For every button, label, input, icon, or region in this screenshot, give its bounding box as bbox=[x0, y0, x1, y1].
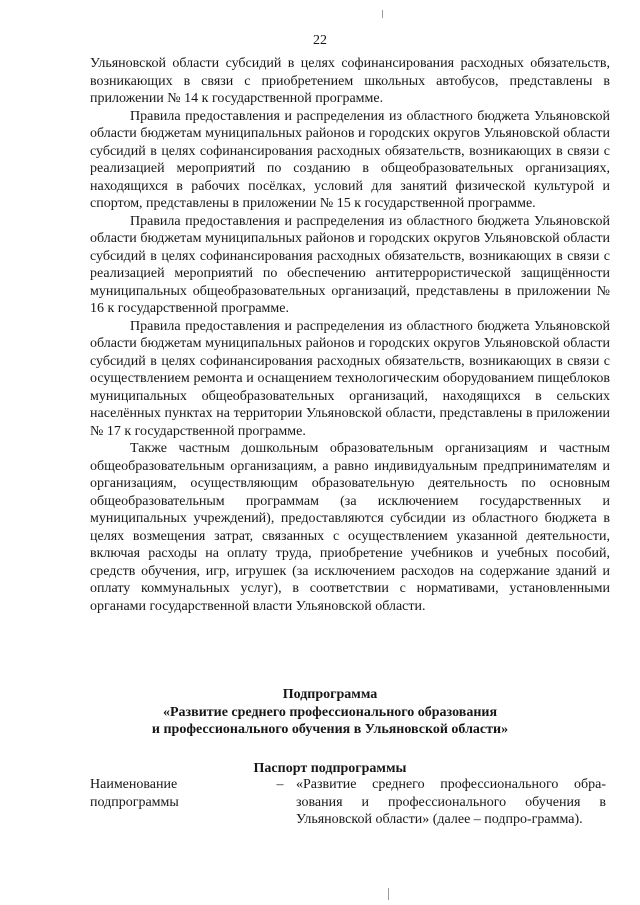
passport-title: Паспорт подпрограммы bbox=[253, 761, 407, 776]
passport-row-dash: – bbox=[276, 777, 284, 792]
paragraph-5: Также частным дошкольным образовательным организациям и частным общеобразовательным организациям, а равно индивидуальным предпринимателям и организациям, осуществляющим образовательную деятельность по основным общеобразовательным программам (за исключением государственных и муниципальных учреждений), предоставляются субсидии из областного бюджета в целях возмещения затрат, связанных с осуществлением указанной деятельности, включая расходы на оплату труда, приобретение учебников и учебных пособий, средств обучения, игр, игрушек (за исключением расходов на содержание зданий и оплату коммунальных услуг), в соответствии с нормативами, установленными органами государственной власти Ульяновской области. bbox=[90, 441, 610, 614]
scan-mark-top bbox=[382, 10, 383, 18]
paragraph-1: Ульяновской области субсидий в целях софинансирования расходных обязательств, возникающих в связи с приобретением школьных автобусов, представлены в приложении № 14 к государственной программе. bbox=[90, 56, 610, 106]
subprogram-heading-line-1: Подпрограмма bbox=[282, 687, 378, 702]
subprogram-heading bbox=[60, 686, 600, 739]
passport-row-label-line-2: подпрограммы bbox=[90, 794, 179, 810]
paragraph-2: Правила предоставления и распределения из областного бюджета Ульяновской области бюджетам муниципальных районов и городских округов Ульяновской области субсидий в целях софинансирования расходных обязательств, возникающих в связи с реализацией мероприятий по созданию в общеобразовательных организациях, находящихся в рабочих посёлках, условий для занятий физической культурой и спортом, представлены в приложении № 15 к государственной программе. bbox=[90, 108, 610, 211]
subprogram-heading-line-3: и профессионального обучения в Ульяновской области» bbox=[151, 722, 509, 737]
body-text bbox=[90, 55, 610, 615]
subprogram-heading-line-2: «Развитие среднего профессионального образования bbox=[162, 704, 498, 720]
passport-row-label bbox=[90, 776, 250, 811]
page-number: 22 bbox=[313, 33, 327, 48]
passport-row-value: «Развитие среднего профессионального обра-зования и профессионального обучения в Ульяновской области» (далее – подпро-грамма). bbox=[296, 777, 606, 827]
paragraph-4: Правила предоставления и распределения из областного бюджета Ульяновской области бюджетам муниципальных районов и городских округов Ульяновской области субсидий в целях софинансирования расходных обязательств, возникающих в связи с осуществлением ремонта и оснащением технологическим оборудованием пищеблоков муниципальных общеобразовательных организаций, находящихся в сельских населённых пунктах на территории Ульяновской области, представлены в приложении № 17 к государственной программе. bbox=[90, 318, 610, 439]
paragraph-3: Правила предоставления и распределения из областного бюджета Ульяновской области бюджетам муниципальных районов и городских округов Ульяновской области субсидий в целях софинансирования расходных обязательств, возникающих в связи с реализацией мероприятий по обеспечению антитеррористической защищённости муниципальных общеобразовательных организаций, представлены в приложении № 16 к государственной программе. bbox=[90, 213, 610, 316]
scan-mark-bottom bbox=[388, 888, 389, 900]
passport-row-label-line-1: Наименование bbox=[90, 777, 178, 792]
